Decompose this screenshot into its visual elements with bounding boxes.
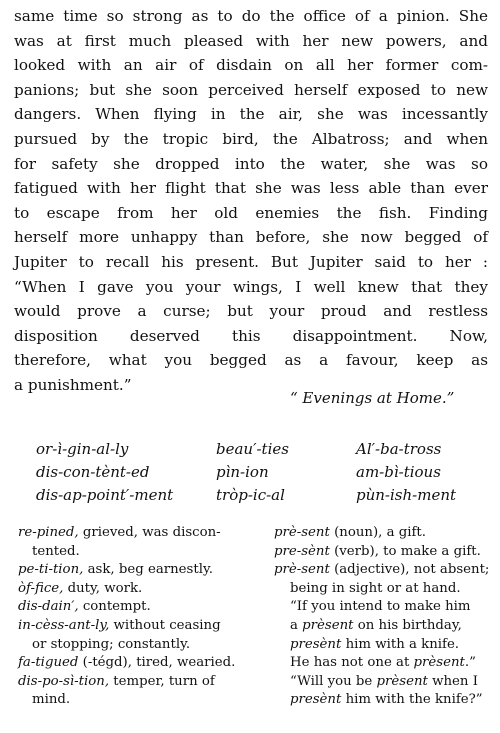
spelling-word: am-bì-tious — [356, 463, 441, 481]
example-line — [274, 673, 494, 692]
example-text: when I — [427, 673, 478, 689]
spelling-word: or-ı̀-gin-al-ly — [36, 440, 129, 458]
spelling-word: dis-ap-point′-ment — [36, 486, 174, 504]
text-line: pursued by the tropic bird, the Albatross; and when — [14, 129, 488, 148]
text-line: panions; but she soon perceived herself exposed to new — [14, 80, 488, 99]
text-line: Jupiter to recall his present. But Jupiter said to her : — [14, 252, 488, 271]
gloss-definition: temper, turn of — [109, 673, 215, 689]
text-line: was at first much pleased with her new powers, and — [14, 31, 488, 50]
gloss-term: dis-dain′, — [18, 599, 79, 615]
spelling-column-1 — [36, 438, 173, 507]
gloss-term: dis-po-sì-tion, — [18, 673, 110, 689]
text-line: for safety she dropped into the water, she was so — [14, 154, 488, 173]
source-attribution: “ Evenings at Home.” — [290, 389, 455, 407]
example-word: presènt — [290, 692, 342, 708]
gloss-term: òf-fice, — [18, 580, 64, 596]
example-word: prèsent — [302, 617, 354, 633]
gloss-definition: ask, beg earnestly. — [83, 562, 213, 578]
gloss-entry — [18, 580, 264, 599]
gloss-entry — [18, 617, 264, 636]
text-line: same time so strong as to do the office of a pinion. She — [14, 7, 488, 25]
text-line: fatigued with her flight that she was less able than ever — [14, 179, 488, 198]
example-text: him with a knife. — [341, 636, 460, 652]
example-line: “If you intend to make him — [290, 599, 471, 615]
example-text: He has not one at — [290, 655, 414, 671]
spelling-word: pìn-ion — [216, 463, 269, 481]
gloss-continuation: being in sight or at hand. — [290, 580, 461, 596]
example-word: presènt — [290, 636, 342, 652]
text-line: a punishment.” — [14, 375, 132, 394]
example-line — [274, 691, 494, 710]
gloss-entry — [274, 524, 494, 543]
gloss-term: pe-ti-tion, — [18, 562, 84, 578]
text-line: looked with an air of disdain on all her former com- — [14, 56, 488, 75]
spelling-word: Al′-ba-tross — [356, 440, 442, 458]
gloss-term: prè-sent — [274, 562, 330, 578]
gloss-definition: (noun), a gift. — [329, 525, 427, 540]
example-text: on his birthday, — [353, 617, 462, 633]
gloss-term: prè-sent — [274, 525, 330, 540]
gloss-entry — [18, 673, 264, 692]
example-text: a — [290, 617, 303, 633]
text-line: would prove a curse; but your proud and restless — [14, 302, 488, 321]
text-line: to escape from her old enemies the fish. Finding — [14, 203, 488, 222]
gloss-entry — [18, 598, 264, 617]
glossary-left — [18, 524, 264, 710]
gloss-continuation: or stopping; constantly. — [32, 636, 191, 652]
example-word: prèsent — [413, 655, 465, 671]
text-line: dangers. When flying in the air, she was incessantly — [14, 105, 488, 124]
gloss-continuation: tented. — [32, 543, 80, 559]
story-paragraph — [14, 4, 488, 398]
gloss-entry — [18, 654, 264, 673]
text-line: therefore, what you begged as a favour, keep as — [14, 351, 488, 370]
text-line: disposition deserved this disappointment. Now, — [14, 326, 488, 345]
gloss-definition: (adjective), not absent; — [329, 562, 490, 578]
example-text: “Will you be — [290, 673, 377, 689]
example-word: prèsent — [376, 673, 428, 689]
gloss-continuation: mind. — [32, 692, 71, 708]
spelling-column-2 — [216, 438, 289, 507]
gloss-definition: (-tégd), tired, wearied. — [78, 655, 236, 671]
gloss-definition: without ceasing — [109, 617, 221, 633]
spelling-word: pùn-ish-ment — [356, 486, 457, 504]
example-line — [274, 654, 494, 673]
example-line — [274, 636, 494, 655]
example-line — [274, 617, 494, 636]
example-text: .” — [464, 655, 476, 671]
text-line: herself more unhappy than before, she now begged of — [14, 228, 488, 247]
gloss-definition: duty, work. — [63, 580, 143, 596]
gloss-term: in-cèss-ant-ly, — [18, 617, 110, 633]
spelling-word: tròp-ic-al — [216, 486, 285, 504]
gloss-entry — [18, 561, 264, 580]
gloss-term: pre-sènt — [274, 543, 330, 559]
gloss-entry — [274, 543, 494, 562]
glossary-right — [274, 524, 494, 710]
gloss-definition: (verb), to make a gift. — [329, 543, 481, 559]
text-line: “When I gave you your wings, I well knew that they — [14, 277, 488, 296]
example-text: him with the knife?” — [341, 692, 483, 708]
spelling-word: beau′-ties — [216, 440, 289, 458]
gloss-definition: grieved, was discon- — [78, 525, 221, 540]
gloss-entry — [18, 524, 264, 543]
spelling-column-3 — [356, 438, 456, 507]
gloss-term: re-pined, — [18, 525, 79, 540]
spelling-word: dis-con-tènt-ed — [36, 463, 150, 481]
gloss-definition: contempt. — [78, 599, 151, 615]
gloss-entry — [274, 561, 494, 580]
gloss-term: fa-tigued — [18, 655, 79, 671]
